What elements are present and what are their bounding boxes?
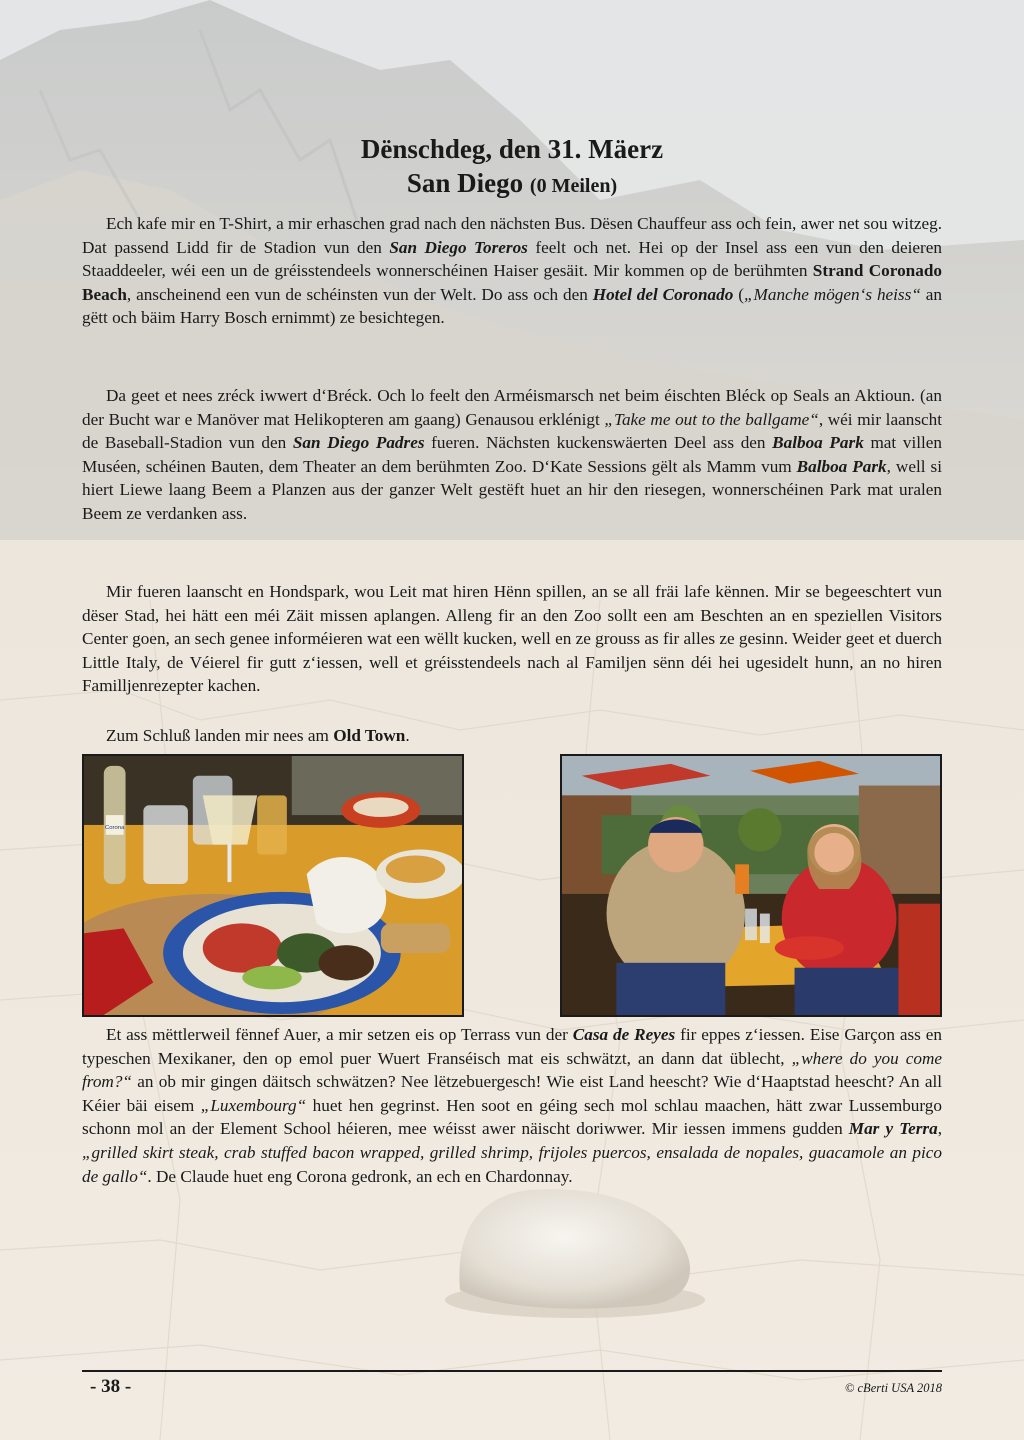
paragraph-5: Et ass mëttlerweil fënnef Auer, a mir setzen eis op Terrass vun der Casa de Reyes fir eppes z‘iessen. Eise Garçon ass en typeschen Mexikaner, den op emol puer Wuert Franséisch mat eis schwätzt, an dann dat üblecht, „where do you come from?“ an ob mir gingen däitsch schwätzen? Nee lëtzebuergesch! Wie eist Land heescht? Wie d‘Haaptstad heescht? An all Kéier bäi eisem „Luxembourg“ huet hen gegrinst. Hen soot en géing sech mol schlau maachen, hätt zwar Lussemburgo schonn mol an der Element School héieren, mee wéisst awer näischt doriwwer. Mir iessen immens gudden Mar y Terra, „grilled skirt steak, crab stuffed bacon wrapped, grilled shrimp, frijoles puercos, ensalada de nopales, guacamole an pico de gallo“. De Claude huet eng Corona gedronk, an ech en Chardonnay. bbox=[82, 1025, 943, 1186]
place-name: San Diego bbox=[406, 168, 524, 198]
date-title: Dënschdeg, den 31. Mäerz bbox=[360, 134, 664, 164]
copyright-notice: © cBerti USA 2018 bbox=[844, 1381, 942, 1395]
paragraph-1: Ech kafe mir en T-Shirt, a mir erhaschen grad nach den nächsten Bus. Dësen Chauffeur ass och fein, awer net sou witzeg. Dat passend Lidd fir de Stadion vun den San Diego Toreros feelt och net. Hei op der Insel ass een vun den deieren Staaddeeler, wéi een un de gréisstendeels wonnerschéinen Haiser gesäit. Mir kommen op de berühmten Strand Coronado Beach, anscheinend een vun de schéinsten vun der Welt. Do ass och den Hotel del Coronado („Manche mögen‘s heiss“ an gëtt och bäim Harry Bosch ernimmt) ze besichtegen. bbox=[82, 214, 943, 328]
footer-divider bbox=[82, 1370, 942, 1372]
place-line bbox=[0, 166, 1024, 203]
distance: (0 Meilen) bbox=[529, 175, 618, 197]
page-heading bbox=[0, 132, 1024, 203]
paragraph-3: Mir fueren laanscht en Hondspark, wou Leit mat hiren Hënn spillen, an se all fräi lafe kënnen. Mir se begeeschtert vun dëser Stad, hei hätt een méi Zäit missen aplangen. Alleng fir an den Zoo sollt een am Beschten an en speziellen Visitors Center goen, an sech genee informéieren wat een wëllt kucken, well en ze grouss as fir alles ze gesinn. Weider geet et duerch Little Italy, de Véierel fir gutt z‘iessen, well et gréisstendeels nach al Familjen sënn déi hei ugesidelt hunn, an no hiren Familljenrezepter kachen. bbox=[82, 582, 942, 696]
food-photo bbox=[82, 754, 464, 1017]
svg-text:Corona: Corona bbox=[104, 824, 125, 831]
couple-photo bbox=[560, 754, 942, 1017]
paragraph-4: Zum Schluß landen mir nees am Old Town. bbox=[106, 726, 410, 745]
paragraph-2: Da geet et nees zréck iwwert d‘Bréck. Och lo feelt den Arméismarsch net beim éischten Bléck op Seals an Aktioun. (an der Bucht war e Manöver mat Helikopteren am gaang) Genausou erklénigt „Take me out to the ballgame“, wéi mir laanscht de Baseball-Stadion vun den San Diego Padres fueren. Nächsten kuckenswäerten Deel ass den Balboa Park mat villen Muséen, schéinen Bauten, dem Theater an dem berühmten Zoo. D‘Kate Sessions gëlt als Mamm vum Balboa Park, well si hiert Liewe laang Beem a Planzen aus der ganzer Welt gestëft huet an hir den riesegen, wonnerschéinen Park mat uralen Beem ze verdanken ass. bbox=[82, 386, 942, 523]
page-number: - 38 - bbox=[90, 1376, 132, 1397]
